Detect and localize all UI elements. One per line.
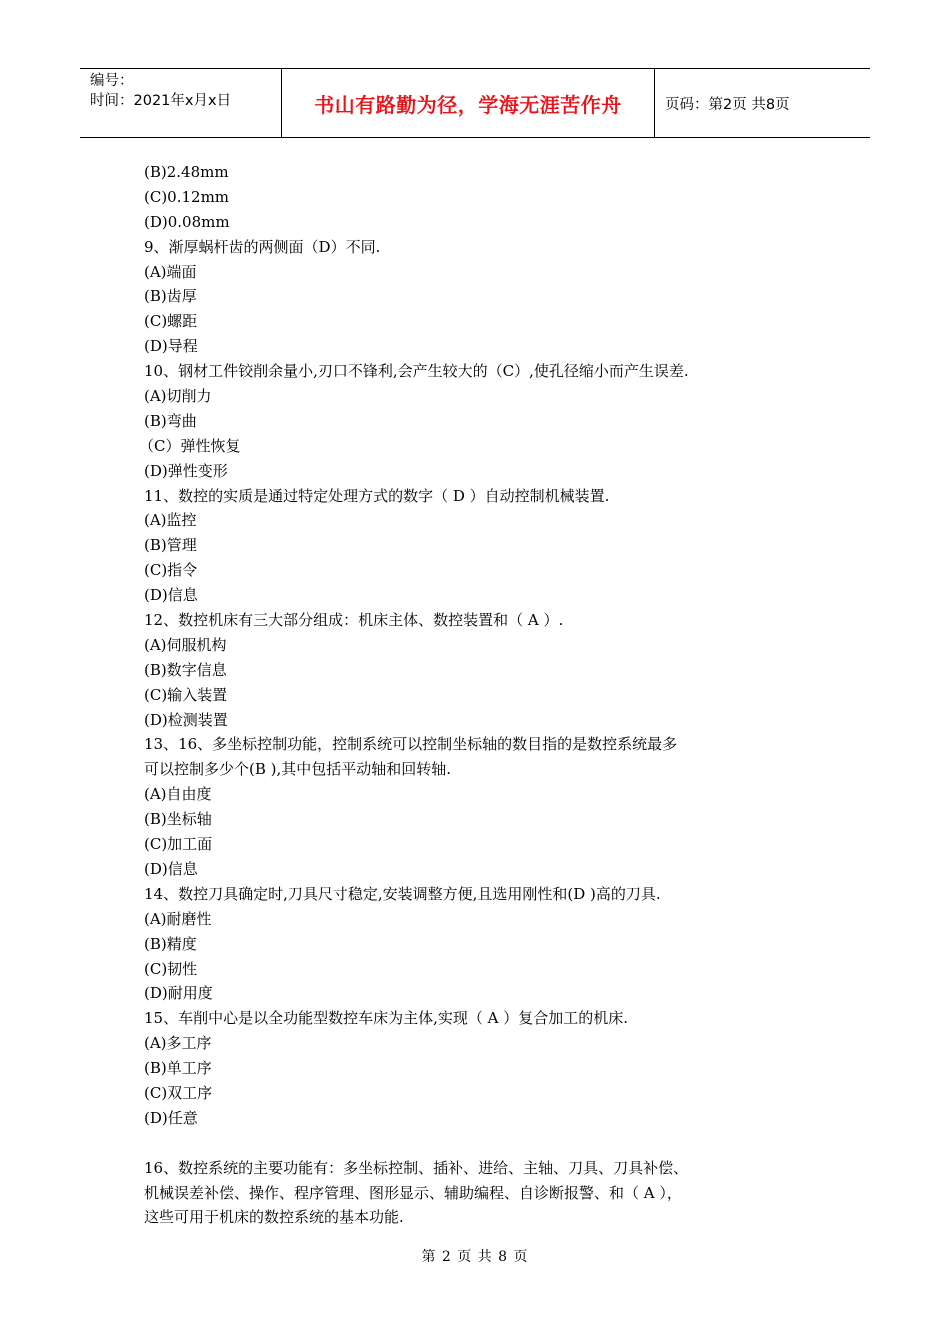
text-line: (B)精度: [144, 934, 197, 953]
text-line: (D)信息: [144, 586, 198, 605]
text-line: (B)坐标轴: [144, 810, 212, 829]
question-12: 12、数控机床有三大部分组成：机床主体、数控装置和（ A ）.: [144, 611, 564, 630]
text-line: (C)螺距: [144, 312, 198, 331]
text-line: (B)管理: [144, 536, 197, 555]
text-line: 机械误差补偿、操作、程序管理、图形显示、辅助编程、自诊断报警、和（ A ），: [144, 1183, 682, 1202]
question-14: 14、数控刀具确定时,刀具尺寸稳定,安装调整方便,且选用刚性和(D )高的刀具.: [144, 884, 661, 903]
text-line: (C)0.12mm: [144, 187, 230, 206]
question-9: 9、渐厚蜗杆齿的两侧面（D）不同.: [144, 237, 381, 256]
header-left-cell: [80, 69, 282, 137]
text-line: (B)齿厚: [144, 287, 197, 306]
question-13: 13、16、多坐标控制功能，控制系统可以控制坐标轴的数目指的是数控系统最多: [144, 735, 678, 754]
text-line: (B)2.48mm: [144, 163, 229, 181]
text-line: (D)弹性变形: [144, 461, 228, 480]
text-line: (D)耐用度: [144, 984, 213, 1003]
header-motto-cell: [282, 69, 655, 137]
text-line: (B)弯曲: [144, 411, 197, 430]
text-line: (A)伺服机构: [144, 635, 227, 654]
text-line: (B)单工序: [144, 1059, 212, 1078]
blank-line: [144, 1131, 764, 1156]
text-line: 可以控制多少个(B ),其中包括平动轴和回转轴.: [144, 760, 452, 779]
text-line: (C)指令: [144, 561, 198, 580]
text-line: (D)任意: [144, 1108, 198, 1127]
motto-text: 书山有路勤为径，学海无涯苦作舟: [314, 92, 622, 117]
code-label: 编号：: [90, 73, 134, 89]
page-header: [80, 68, 870, 138]
text-line: (A)耐磨性: [144, 909, 212, 928]
text-line: (C)输入装置: [144, 685, 228, 704]
page-number-label: 页码：第2页 共8页: [665, 96, 790, 113]
text-line: (B)数字信息: [144, 660, 227, 679]
text-line: (D)信息: [144, 859, 198, 878]
question-10: 10、钢材工件铰削余量小,刃口不锋利,会产生较大的（C）,使孔径缩小而产生误差.: [144, 362, 689, 381]
text-line: （C）弹性恢复: [139, 436, 241, 455]
text-line: (D)导程: [144, 337, 198, 356]
text-line: (C)双工序: [144, 1083, 213, 1102]
text-line: (C)韧性: [144, 959, 198, 978]
question-11: 11、数控的实质是通过特定处理方式的数字（ D ）自动控制机械装置.: [144, 486, 610, 505]
document-body: [139, 160, 764, 1230]
text-line: (A)端面: [144, 262, 197, 281]
text-line: 这些可用于机床的数控系统的基本功能.: [144, 1208, 404, 1227]
text-line: (D)0.08mm: [144, 212, 230, 231]
question-15: 15、车削中心是以全功能型数控车床为主体,实现（ A ）复合加工的机床.: [144, 1009, 628, 1028]
header-page-cell: [655, 69, 870, 137]
text-line: (D)检测装置: [144, 710, 228, 729]
text-line: (A)切削力: [144, 387, 212, 406]
text-line: (A)多工序: [144, 1034, 212, 1053]
question-16: 16、数控系统的主要功能有：多坐标控制、插补、进给、主轴、刀具、刀具补偿、: [144, 1158, 689, 1177]
date-label: 时间：2021年x月x日: [90, 93, 232, 109]
text-line: (A)自由度: [144, 785, 212, 804]
text-line: (A)监控: [144, 511, 197, 530]
page-footer: 第 2 页 共 8 页: [421, 1249, 529, 1265]
text-line: (C)加工面: [144, 835, 213, 854]
